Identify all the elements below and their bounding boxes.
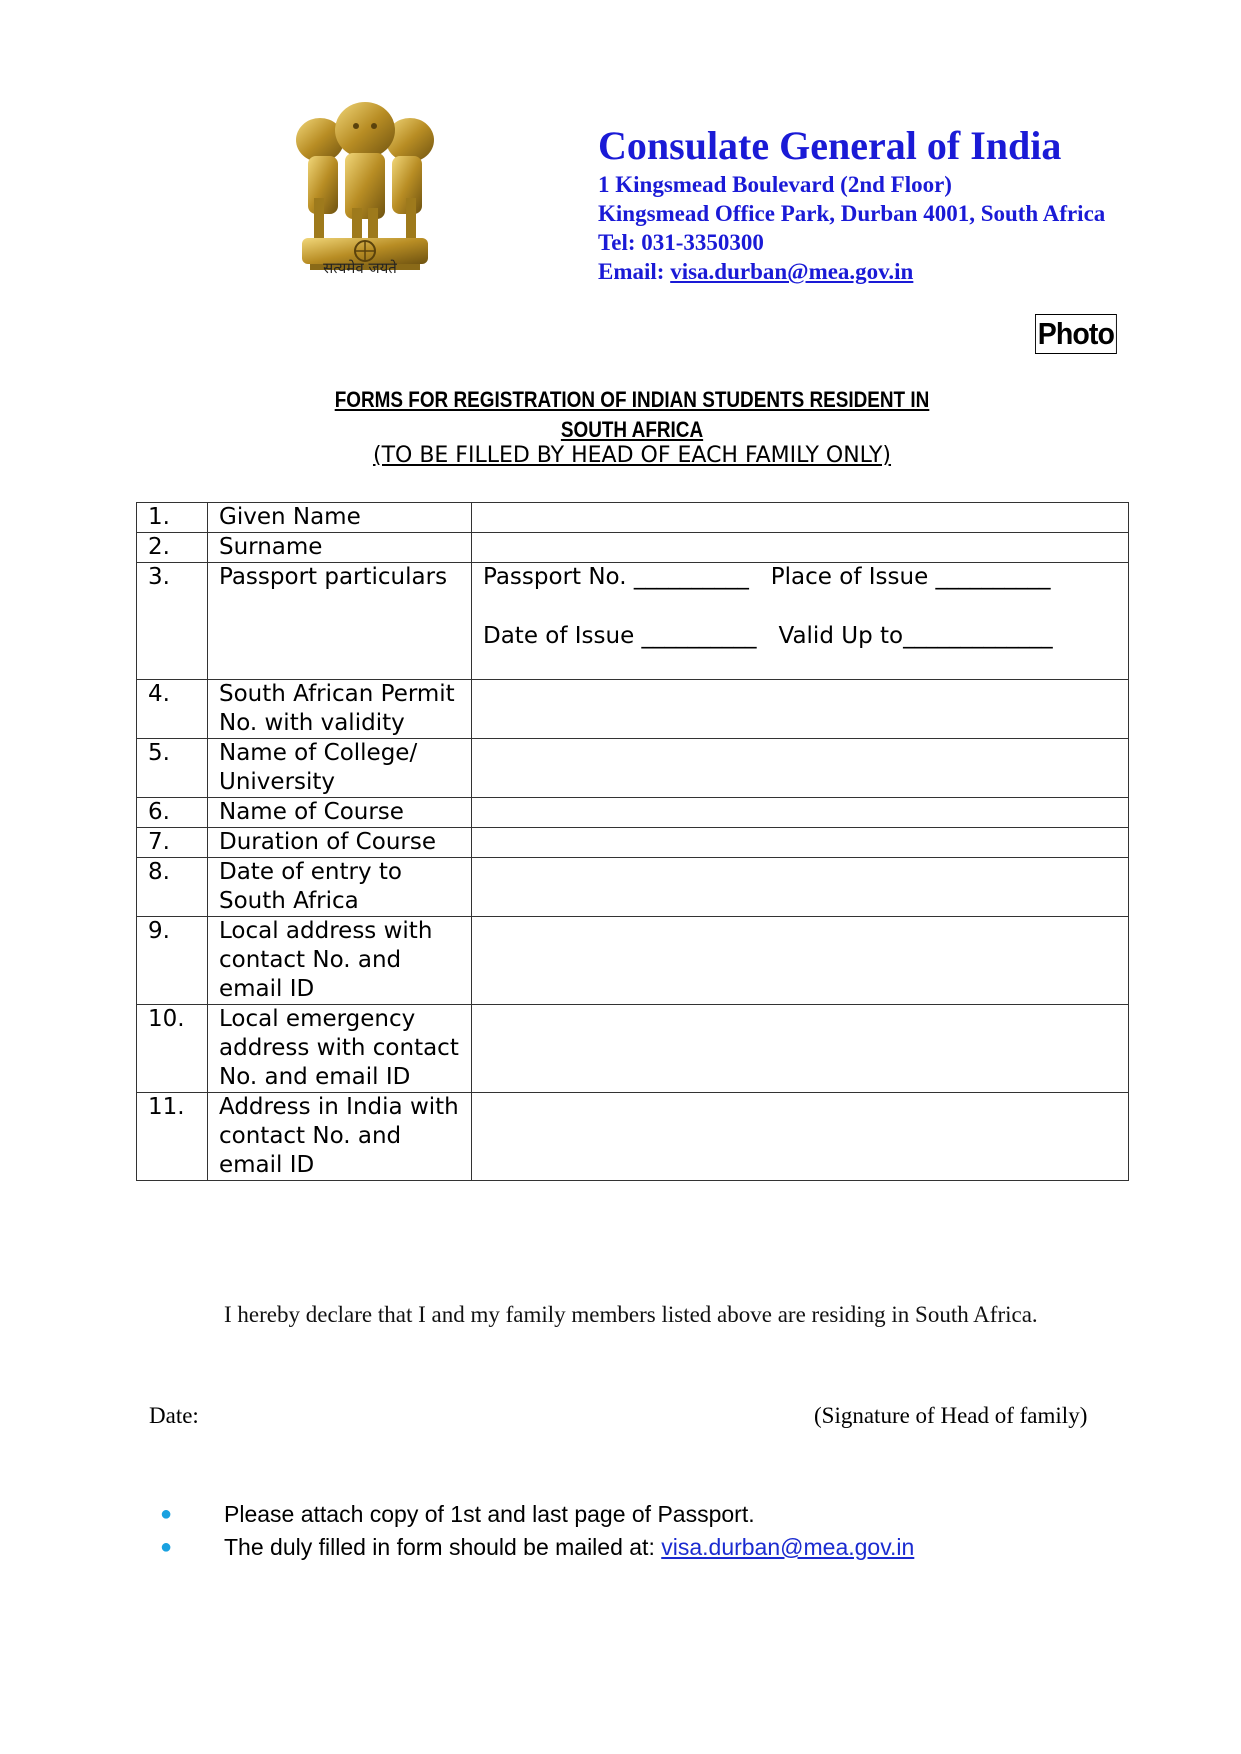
note-prefix: The duly filled in form should be mailed at: [224,1534,662,1560]
row-number: 8. [137,858,208,917]
table-row [137,739,1129,798]
bullet-icon: ● [160,1503,173,1525]
college-field[interactable] [472,739,1129,798]
permit-field[interactable] [472,680,1129,739]
declaration: I hereby declare that I and my family members listed above are residing in South Africa. [224,1302,1038,1327]
row-label: Local address with contact No. and email ID [208,917,472,1005]
course-field[interactable] [472,798,1129,828]
row-label: Local emergency address with contact No. and email ID [208,1005,472,1093]
form-title [88,385,1175,445]
consulate-title: Consulate General of India [598,123,1062,168]
signature-label: (Signature of Head of family) [814,1403,1088,1428]
table-row [137,828,1129,858]
row-label: Duration of Course [208,828,472,858]
duration-field[interactable] [472,828,1129,858]
row-number: 3. [137,563,208,680]
table-row [137,1005,1129,1093]
row-label: Name of Course [208,798,472,828]
surname-field[interactable] [472,533,1129,563]
entry-date-field[interactable] [472,858,1129,917]
table-row [137,798,1129,828]
row-number: 11. [137,1093,208,1181]
email-link[interactable]: visa.durban@mea.gov.in [670,259,914,284]
email-label: Email: [598,259,671,284]
india-address-field[interactable] [472,1093,1129,1181]
passport-no-field[interactable]: Passport No. __________ [483,564,749,590]
table-row [137,858,1129,917]
emergency-address-field[interactable] [472,1005,1129,1093]
emblem-motto: सत्यमेव जयते [323,259,397,277]
row-number: 7. [137,828,208,858]
row-label: Name of College/ University [208,739,472,798]
passport-row-1 [483,563,1128,592]
email-link[interactable]: visa.durban@mea.gov.in [661,1534,915,1560]
form-subtitle: (TO BE FILLED BY HEAD OF EACH FAMILY ONLY) [372,443,892,468]
email-line [598,257,1105,286]
table-row [137,917,1129,1005]
form-title-line-2: SOUTH AFRICA [560,417,704,442]
table-row [137,1093,1129,1181]
bullet-icon: ● [160,1536,173,1558]
row-label: Passport particulars [208,563,472,680]
row-label: Address in India with contact No. and email ID [208,1093,472,1181]
table-row [137,503,1129,533]
telephone: Tel: 031-3350300 [598,230,764,255]
row-number: 10. [137,1005,208,1093]
row-number: 6. [137,798,208,828]
valid-up-to-field[interactable]: Valid Up to_____________ [778,623,1053,649]
table-row [137,533,1129,563]
passport-row-2 [483,622,1128,651]
row-number: 1. [137,503,208,533]
local-address-field[interactable] [472,917,1129,1005]
form-title-line-1: FORMS FOR REGISTRATION OF INDIAN STUDENTS RESIDENT IN [334,387,930,412]
table-row [137,563,1129,680]
photo-box: Photo [1035,314,1117,354]
row-label: Date of entry to South Africa [208,858,472,917]
note-text [224,1531,914,1564]
note-text: Please attach copy of 1st and last page of Passport. [224,1501,755,1527]
address-line-1: 1 Kingsmead Boulevard (2nd Floor) [598,172,952,197]
address-line-2: Kingsmead Office Park, Durban 4001, South Africa [598,201,1106,226]
date-label: Date: [149,1403,199,1428]
table-row [137,680,1129,739]
consulate-header [598,122,1105,286]
place-of-issue-field[interactable]: Place of Issue __________ [770,564,1051,590]
given-name-field[interactable] [472,503,1129,533]
passport-particulars-field[interactable] [472,563,1129,680]
registration-table [136,502,1129,1181]
row-number: 9. [137,917,208,1005]
row-number: 5. [137,739,208,798]
row-number: 2. [137,533,208,563]
row-number: 4. [137,680,208,739]
row-label: Surname [208,533,472,563]
date-of-issue-field[interactable]: Date of Issue __________ [483,623,757,649]
row-label: Given Name [208,503,472,533]
row-label: South African Permit No. with validity [208,680,472,739]
